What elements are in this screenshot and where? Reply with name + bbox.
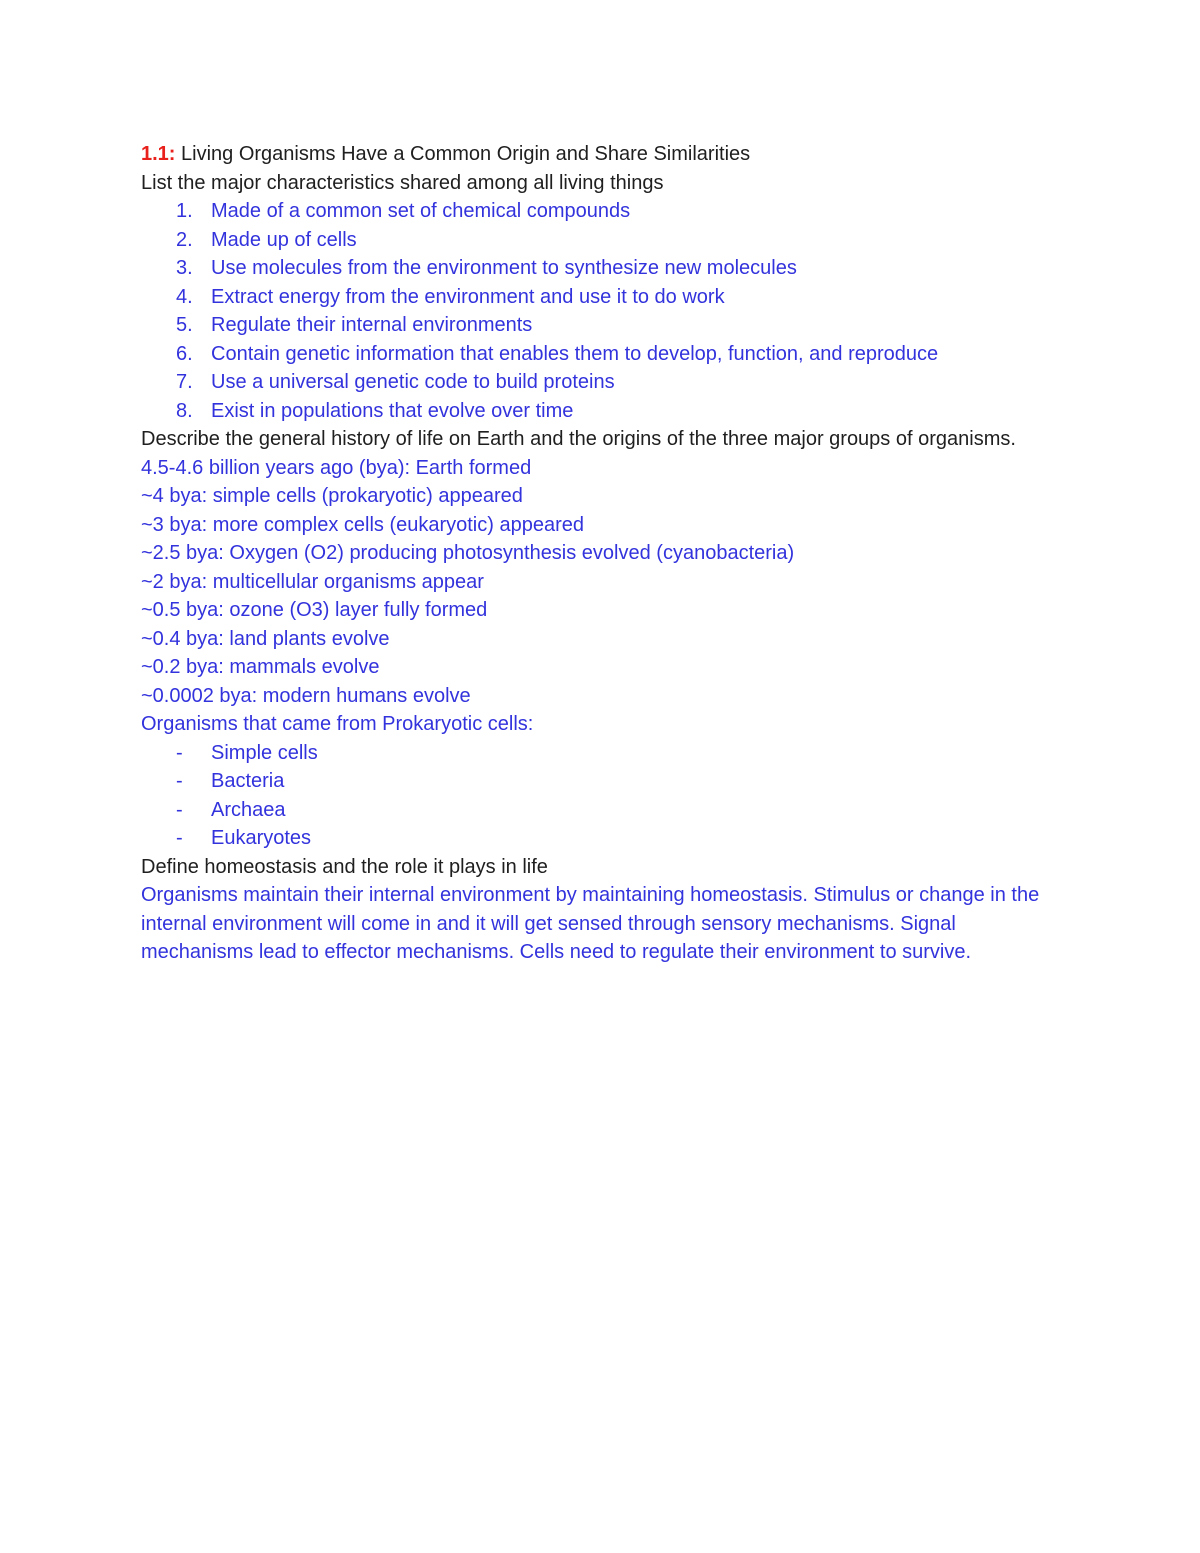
timeline-entry: ~3 bya: more complex cells (eukaryotic) appeared bbox=[141, 513, 584, 536]
list-item-text: Made of a common set of chemical compounds bbox=[211, 200, 631, 222]
list-marker: 8. bbox=[176, 399, 193, 422]
timeline-entry: ~0.5 bya: ozone (O3) layer fully formed bbox=[141, 599, 488, 621]
list-item bbox=[141, 824, 1071, 853]
list-marker: - bbox=[176, 741, 183, 764]
list-item-text: Regulate their internal environments bbox=[211, 314, 533, 336]
list-item-text: Simple cells bbox=[211, 741, 318, 764]
list-item bbox=[141, 254, 1071, 283]
list-item bbox=[141, 397, 1071, 426]
list-item bbox=[141, 796, 1071, 825]
document-content bbox=[141, 140, 1071, 967]
timeline-entry: ~0.2 bya: mammals evolve bbox=[141, 656, 380, 678]
question-characteristics: List the major characteristics shared among all living things bbox=[141, 171, 664, 194]
timeline-entry: 4.5-4.6 billion years ago (bya): Earth formed bbox=[141, 456, 532, 479]
list-marker: 3. bbox=[176, 257, 193, 279]
prokaryotic-heading: Organisms that came from Prokaryotic cells: bbox=[141, 713, 534, 735]
list-marker: 2. bbox=[176, 228, 193, 251]
list-item bbox=[141, 311, 1071, 340]
homeostasis-answer: Organisms maintain their internal environment by maintaining homeostasis. Stimulus or change in the internal environment will come in and it will get sensed through sensory mechanisms. Signal mechanisms lead to effector mechanisms. Cells need to regulate their environment to survive. bbox=[141, 884, 1040, 963]
list-item bbox=[141, 739, 1071, 768]
list-item-text: Use molecules from the environment to synthesize new molecules bbox=[211, 257, 797, 279]
list-marker: 5. bbox=[176, 314, 193, 336]
section-title: Living Organisms Have a Common Origin and Share Similarities bbox=[175, 143, 751, 165]
list-item-text: Eukaryotes bbox=[211, 827, 312, 849]
list-marker: - bbox=[176, 827, 183, 849]
list-marker: 1. bbox=[176, 200, 193, 222]
question-homeostasis: Define homeostasis and the role it plays in life bbox=[141, 855, 548, 878]
list-item-text: Contain genetic information that enables them to develop, function, and reproduce bbox=[211, 342, 939, 365]
list-marker: - bbox=[176, 770, 183, 792]
list-marker: 4. bbox=[176, 285, 193, 308]
list-item-text: Use a universal genetic code to build proteins bbox=[211, 371, 615, 393]
characteristics-list bbox=[141, 197, 1071, 425]
list-item-text: Extract energy from the environment and use it to do work bbox=[211, 285, 725, 308]
prokaryotic-list bbox=[141, 739, 1071, 853]
timeline-entry: ~2.5 bya: Oxygen (O2) producing photosynthesis evolved (cyanobacteria) bbox=[141, 542, 795, 564]
timeline-entry: ~0.4 bya: land plants evolve bbox=[141, 627, 390, 650]
list-marker: 6. bbox=[176, 342, 193, 365]
list-item bbox=[141, 368, 1071, 397]
list-item bbox=[141, 767, 1071, 796]
timeline-entry: ~0.0002 bya: modern humans evolve bbox=[141, 684, 471, 707]
list-marker: 7. bbox=[176, 371, 193, 393]
list-item-text: Made up of cells bbox=[211, 228, 357, 251]
timeline-entry: ~2 bya: multicellular organisms appear bbox=[141, 570, 484, 593]
list-item bbox=[141, 226, 1071, 255]
list-item bbox=[141, 283, 1071, 312]
question-history: Describe the general history of life on Earth and the origins of the three major groups of organisms. bbox=[141, 428, 1016, 450]
list-item-text: Archaea bbox=[211, 798, 286, 821]
timeline-entry: ~4 bya: simple cells (prokaryotic) appeared bbox=[141, 485, 523, 507]
history-timeline bbox=[141, 454, 1071, 739]
list-item-text: Exist in populations that evolve over time bbox=[211, 399, 574, 422]
section-heading bbox=[141, 140, 1071, 169]
list-item-text: Bacteria bbox=[211, 770, 285, 792]
list-item bbox=[141, 340, 1071, 369]
list-marker: - bbox=[176, 798, 183, 821]
section-number: 1.1: bbox=[141, 143, 176, 165]
list-item bbox=[141, 197, 1071, 226]
